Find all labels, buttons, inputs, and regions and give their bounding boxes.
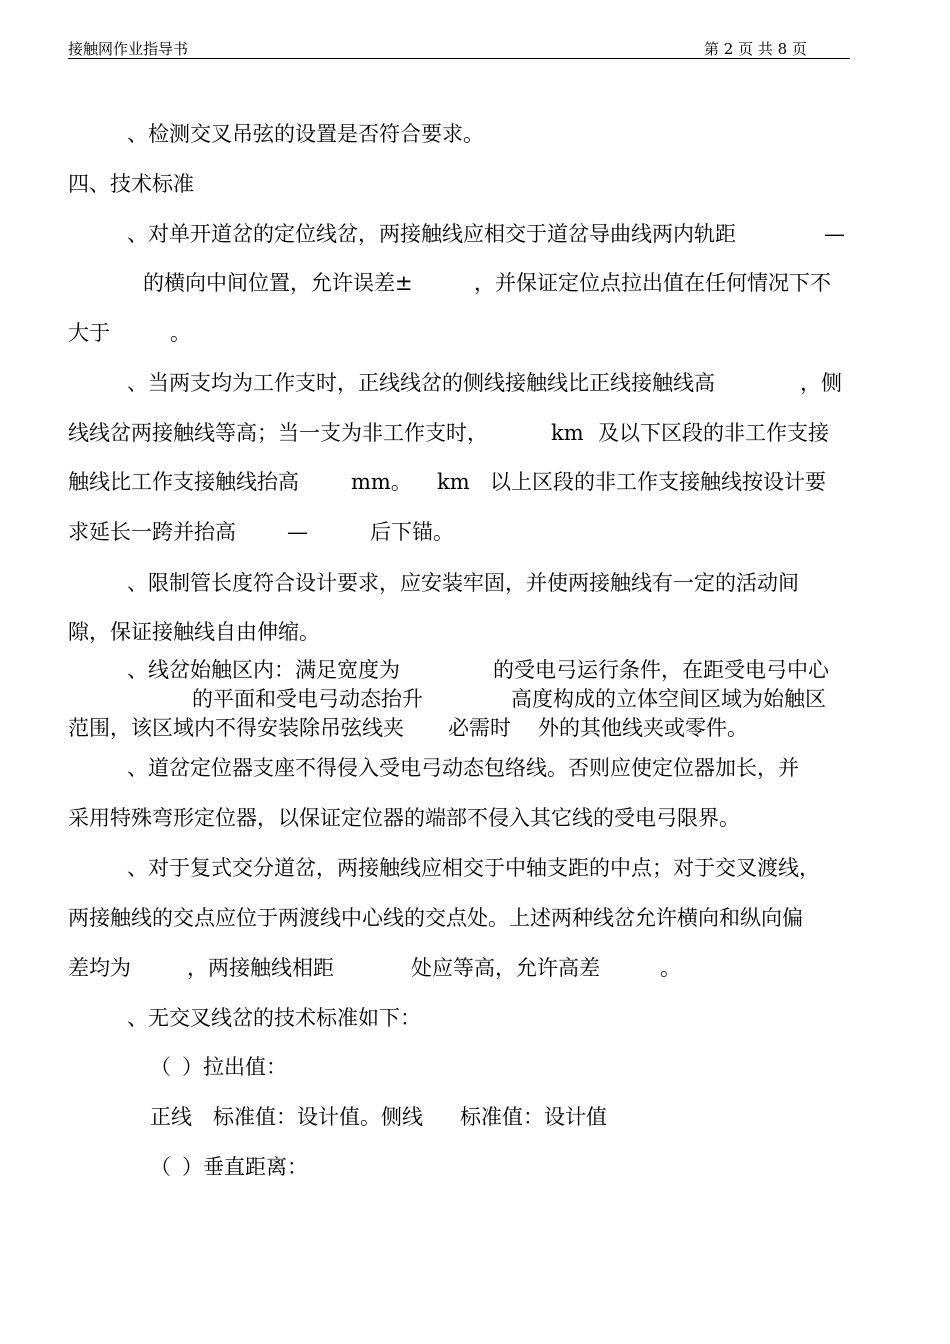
body-line-11: 隙，保证接触线自由伸缩。 xyxy=(68,620,320,644)
body-line-9a: 求延长一跨并抬高 xyxy=(68,520,236,544)
body-line-18: 两接触线的交点应位于两渡线中心线的交点处。上述两种线岔允许横向和纵向偏 xyxy=(68,906,803,930)
body-line-12a: 、线岔始触区内：满足宽度为 xyxy=(127,658,400,682)
body-line-16: 采用特殊弯形定位器，以保证定位器的端部不侵入其它线的受电弓限界。 xyxy=(68,806,740,830)
body-line-19b: ，两接触线相距 xyxy=(187,956,334,980)
body-line-6a: 、当两支均为工作支时，正线线岔的侧线接触线比正线接触线高 xyxy=(127,371,715,395)
body-line-19c: 处应等高，允许高差 xyxy=(411,956,600,980)
body-line-19a: 差均为 xyxy=(68,956,131,980)
body-line-8b: mm。 xyxy=(351,470,412,494)
body-line-10: 、限制管长度符合设计要求，应安装牢固，并使两接触线有一定的活动间 xyxy=(127,571,799,595)
body-line-22c: 标准值：设计值 xyxy=(460,1105,607,1129)
body-line-14c: 外的其他线夹或零件。 xyxy=(538,716,748,740)
body-line-8c: km xyxy=(437,470,470,494)
body-line-22b: 标准值：设计值。侧线 xyxy=(213,1105,423,1129)
body-line-23b: ）垂直距离： xyxy=(182,1155,308,1179)
header-title: 接触网作业指导书 xyxy=(68,40,189,58)
body-line-4b: ，并保证定位点拉出值在任何情况下不 xyxy=(474,271,831,295)
body-line-13b: 高度构成的立体空间区域为始触区 xyxy=(511,687,826,711)
body-line-23a: （ xyxy=(150,1155,171,1179)
body-line-3b: — xyxy=(824,222,845,246)
body-line-7a: 线线岔两接触线等高；当一支为非工作支时， xyxy=(68,421,488,445)
body-line-13a: 的平面和受电弓动态抬升 xyxy=(192,687,423,711)
body-line-8a: 触线比工作支接触线抬高 xyxy=(68,470,299,494)
body-line-9c: 后下锚。 xyxy=(370,520,454,544)
body-line-12b: 的受电弓运行条件，在距受电弓中心 xyxy=(493,658,829,682)
body-line-15: 、道岔定位器支座不得侵入受电弓动态包络线。否则应使定位器加长，并 xyxy=(127,756,799,780)
section-heading-technical-standards: 四、技术标准 xyxy=(68,172,194,196)
body-line-17: 、对于复式交分道岔，两接触线应相交于中轴支距的中点；对于交叉渡线， xyxy=(127,856,820,880)
body-line-5b: 。 xyxy=(170,321,191,345)
body-line-22a: 正线 xyxy=(150,1105,192,1129)
body-line-3a: 、对单开道岔的定位线岔，两接触线应相交于道岔导曲线两内轨距 xyxy=(127,222,736,246)
body-line-1: 、检测交叉吊弦的设置是否符合要求。 xyxy=(127,122,484,146)
body-line-21b: ）拉出值： xyxy=(182,1055,287,1079)
body-line-14a: 范围，该区域内不得安装除吊弦线夹 xyxy=(68,716,404,740)
header-page-info: 第 2 页 共 8 页 xyxy=(704,40,807,58)
body-line-19d: 。 xyxy=(660,956,681,980)
body-line-7c: 及以下区段的非工作支接 xyxy=(598,421,829,445)
page-header xyxy=(68,36,850,59)
body-line-21a: （ xyxy=(150,1055,171,1079)
body-line-7b: km xyxy=(551,421,584,445)
body-line-4a: 的横向中间位置，允许误差± xyxy=(143,271,413,295)
body-line-6b: ，侧 xyxy=(800,371,842,395)
body-line-8d: 以上区段的非工作支接触线按设计要 xyxy=(490,470,826,494)
body-line-20: 、无交叉线岔的技术标准如下： xyxy=(127,1006,421,1030)
body-line-5a: 大于 xyxy=(68,321,110,345)
body-line-14b: 必需时 xyxy=(448,716,511,740)
body-line-9b: — xyxy=(287,520,308,544)
